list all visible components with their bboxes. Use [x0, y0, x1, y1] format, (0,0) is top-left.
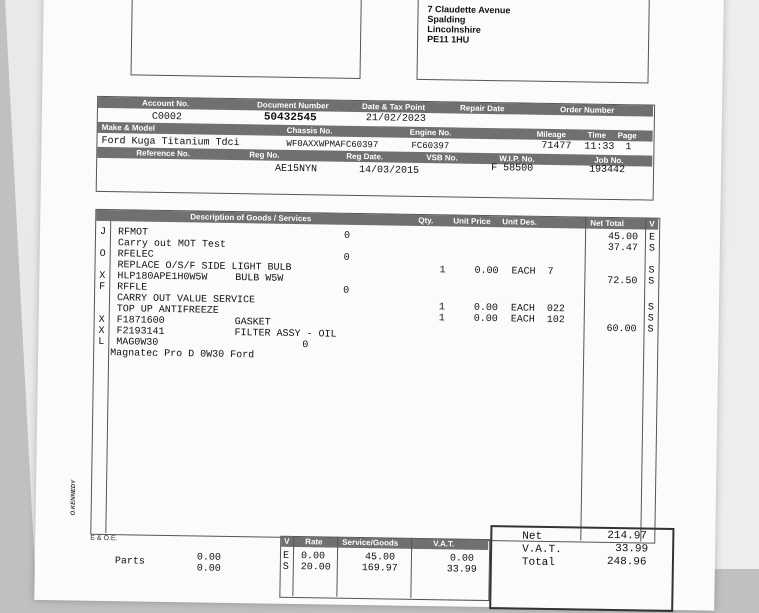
- vsb-no-label: VSB No.: [426, 153, 458, 163]
- unit-des-header: Unit Des.: [502, 217, 537, 227]
- vat-row-vat: 33.99: [446, 564, 477, 576]
- description-header: Description of Goods / Services: [190, 212, 312, 224]
- address-line: Lincolnshire: [427, 24, 481, 35]
- eoe-text: E & O.E.: [90, 534, 118, 543]
- page-label: Page: [617, 131, 637, 141]
- net-flag: S: [648, 265, 655, 277]
- vat-row-v: S: [282, 561, 289, 573]
- unit-row-1: EACH: [511, 266, 536, 278]
- wip-no: F 58500: [491, 163, 534, 175]
- document-number-label: Document Number: [256, 100, 329, 111]
- net-flag: S: [647, 302, 655, 314]
- item-lines: J RFMOT 0 Carry out MOT Test O RFELEC 0 REPLACE O/S/F SIDE LIGHT BULB X HLP180APE1H0W5W BULB W5W F RFFLE 0 CARRY OUT VALUE SERVICE TOP UP ANTIFREEZE X F1871600 GASKET X F2193141 FILTER ASSY - OIL L MAG0W30 0 Magnatec Pro D 0W30 Ford: [98, 226, 351, 362]
- vat-row-service: 45.00: [364, 552, 396, 564]
- address-block: [427, 4, 510, 45]
- make-model: Ford Kuga Titanium Tdci: [101, 135, 240, 150]
- document-number: 50432545: [263, 111, 317, 125]
- net-flag: S: [647, 324, 654, 336]
- parts-label: Parts: [114, 556, 145, 568]
- net-amount: 60.00: [606, 323, 637, 336]
- time: 11:33: [584, 141, 615, 153]
- order-number-label: Order Number: [559, 105, 615, 115]
- mileage: 71477: [541, 140, 572, 153]
- net-total-header: Net Total: [590, 218, 624, 229]
- parts-value-2: 0.00: [196, 563, 221, 575]
- make-model-label: Make & Model: [101, 122, 156, 133]
- chassis-no: WF0AXXWPMAFC60397: [286, 138, 379, 151]
- extra-row-3: 102: [546, 314, 565, 327]
- page-number: 1: [625, 142, 632, 154]
- address-line: PE11 1HU: [427, 34, 470, 45]
- net-total-value: 214.97: [607, 529, 648, 543]
- vat-total-value: 33.99: [615, 543, 649, 556]
- reg-date-label: Reg Date.: [346, 151, 384, 162]
- customer-address-box: [131, 0, 362, 79]
- wip-no-label: W.I.P. No.: [499, 154, 535, 164]
- vat-rate-label: Rate: [305, 537, 323, 547]
- price-row-2: 0.00: [473, 302, 498, 315]
- vat-vat-label: V.A.T.: [433, 539, 455, 549]
- price-row-3: 0.00: [473, 313, 498, 326]
- price-row-1: 0.00: [474, 265, 499, 278]
- invoice-paper: [34, 0, 724, 611]
- job-no: 193442: [588, 164, 626, 177]
- vat-row-v: E: [282, 550, 290, 562]
- date-tax-point: 21/02/2023: [365, 113, 426, 126]
- items-table-box: [90, 209, 660, 547]
- repair-date-label: Repair Date: [459, 103, 505, 114]
- engine-no: FC60397: [411, 140, 450, 152]
- v-header: V: [649, 219, 655, 229]
- account-no-label: Account No.: [142, 98, 190, 109]
- net-amount: 72.50: [607, 275, 638, 288]
- qty-row-3: 1: [438, 313, 445, 325]
- address-line: Spalding: [427, 14, 466, 25]
- qty-row-2: 1: [438, 302, 446, 314]
- extra-row-2: 022: [546, 303, 565, 316]
- qty-header: Qty.: [418, 215, 434, 226]
- grand-total-label: Total: [521, 556, 556, 570]
- net-amount: 37.47: [607, 242, 638, 255]
- engine-no-label: Engine No.: [409, 127, 452, 138]
- unit-row-3: EACH: [510, 314, 535, 326]
- date-tax-point-label: Date & Tax Point: [361, 102, 426, 113]
- vat-v-label: V: [284, 536, 290, 546]
- vat-row-vat: 0.00: [449, 553, 475, 565]
- net-flag: E: [648, 232, 656, 244]
- address-line: 7 Claudette Avenue: [427, 4, 511, 16]
- mileage-label: Mileage: [536, 129, 567, 140]
- job-no-label: Job No.: [594, 155, 624, 166]
- time-label: Time: [587, 130, 607, 140]
- vat-row-service: 169.97: [361, 563, 398, 575]
- chassis-no-label: Chassis No.: [286, 125, 333, 136]
- vat-row-rate: 20.00: [300, 562, 331, 574]
- reg-date: 14/03/2015: [358, 164, 420, 177]
- printer-brand: O.KENNEDY: [70, 479, 78, 516]
- net-flag: S: [648, 276, 655, 288]
- vat-total-label: V.A.T.: [522, 543, 562, 557]
- reference-no-label: Reference No.: [136, 148, 191, 159]
- reg-no-label: Reg No.: [249, 150, 280, 160]
- account-no: C0002: [151, 111, 182, 124]
- parts-value: 0.00: [196, 552, 222, 564]
- reg-no: AE15NYN: [274, 163, 318, 176]
- unit-price-header: Unit Price: [453, 216, 491, 227]
- net-total-label: Net: [522, 530, 543, 543]
- grand-total-value: 248.96: [606, 555, 647, 569]
- net-flag: S: [647, 313, 654, 325]
- unit-row-2: EACH: [510, 303, 535, 315]
- net-amount: 45.00: [607, 231, 639, 244]
- vat-service-goods-label: Service/Goods: [342, 537, 399, 548]
- extra-row-1: 7: [547, 266, 554, 279]
- vat-row-rate: 0.00: [300, 551, 326, 563]
- net-flag: S: [648, 243, 655, 255]
- qty-row-1: 1: [439, 265, 446, 277]
